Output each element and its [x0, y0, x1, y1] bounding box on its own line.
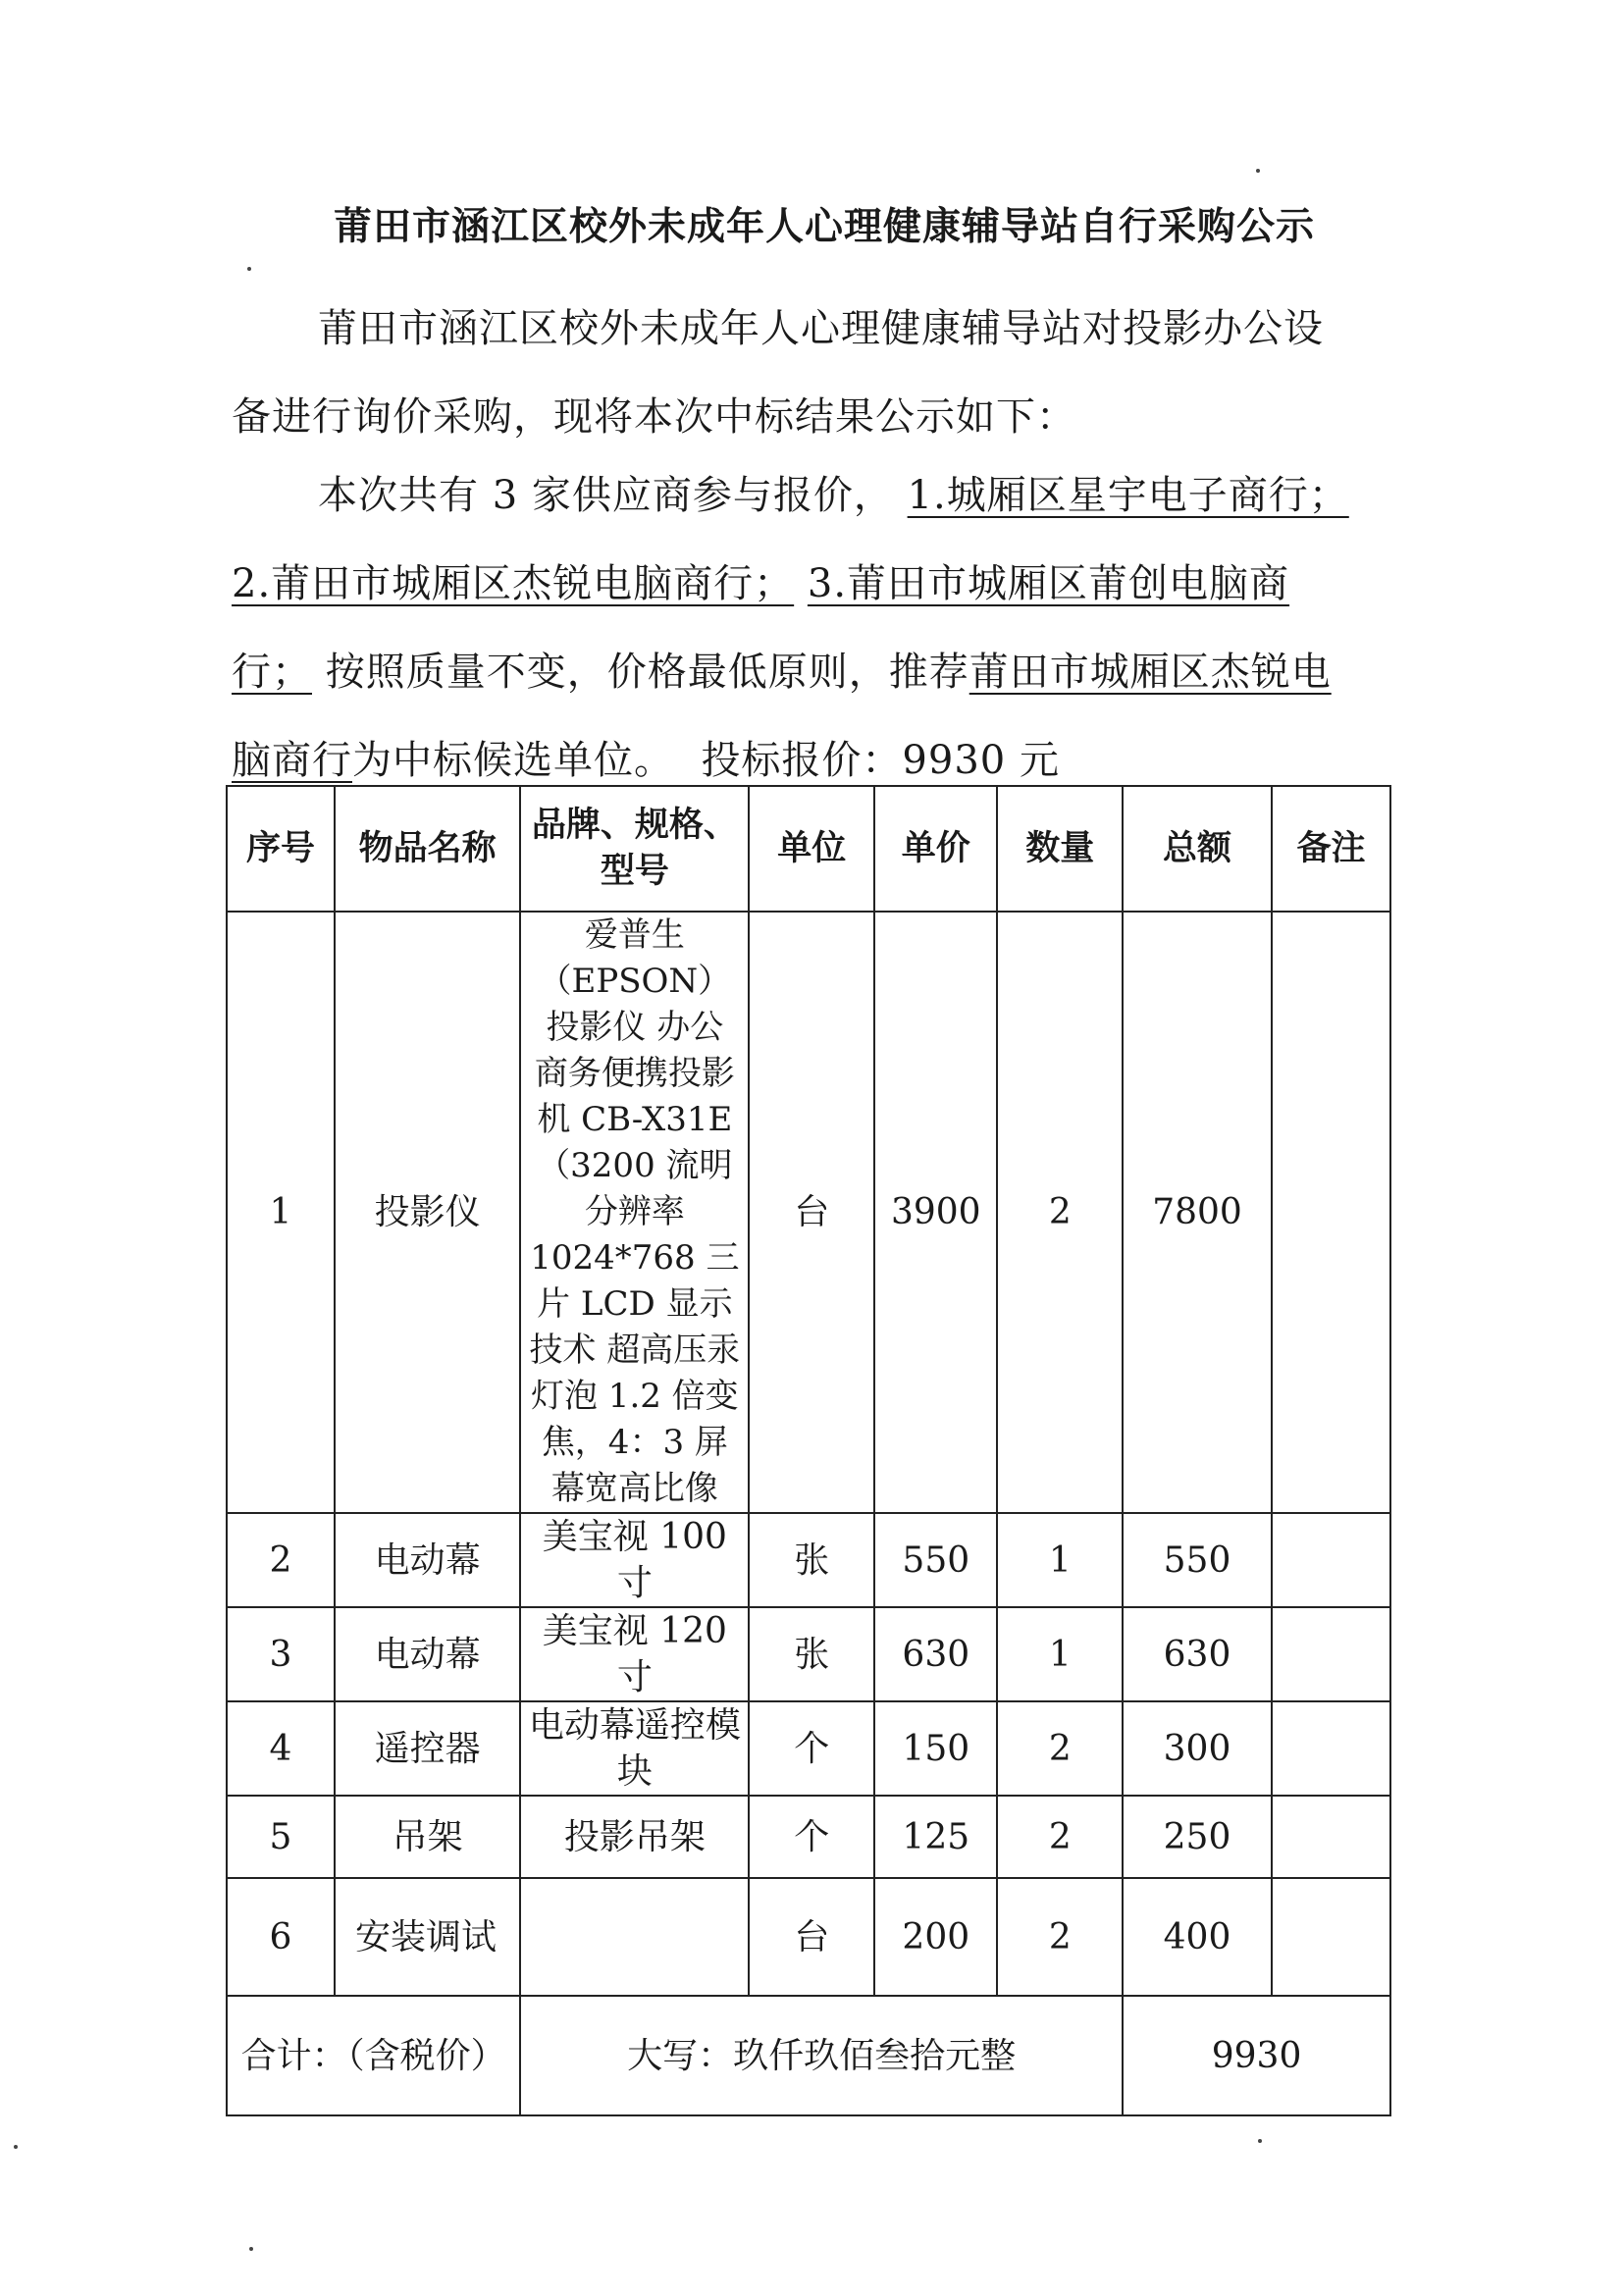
intro-paragraph: 莆田市涵江区校外未成年人心理健康辅导站对投影办公设备进行询价采购，现将本次中标结果公示如下： [232, 306, 1324, 440]
cell-unit: 台 [749, 912, 874, 1513]
cell-total: 7800 [1123, 912, 1272, 1513]
cell-spec: 美宝视 120 寸 [520, 1607, 749, 1701]
cell-no: 6 [227, 1878, 335, 1996]
scan-speck [247, 267, 251, 271]
procurement-table [226, 785, 1391, 2116]
cell-price: 125 [874, 1796, 997, 1878]
cell-total: 630 [1123, 1607, 1272, 1701]
cell-price: 150 [874, 1701, 997, 1796]
bid-price: 投标报价：9930 元 [701, 738, 1060, 783]
document-title: 莆田市涵江区校外未成年人心理健康辅导站自行采购公示 [333, 205, 1315, 249]
cell-spec [520, 1878, 749, 1996]
cell-name: 电动幕 [335, 1513, 520, 1607]
cell-no: 4 [227, 1701, 335, 1796]
cell-price: 550 [874, 1513, 997, 1607]
table-total-row [227, 1996, 1390, 2115]
cell-no: 2 [227, 1513, 335, 1607]
cell-note [1272, 1796, 1390, 1878]
cell-price: 630 [874, 1607, 997, 1701]
scan-speck [249, 2247, 253, 2251]
winning-supplier: 莆田市城厢区杰锐电脑商行 [232, 650, 1332, 783]
cell-spec: 电动幕遥控模块 [520, 1701, 749, 1796]
cell-spec: 投影吊架 [520, 1796, 749, 1878]
supplier-3: 3.莆田市城厢区莆创电脑商行； [232, 561, 1290, 695]
scan-speck [1256, 169, 1260, 173]
cell-name: 遥控器 [335, 1701, 520, 1796]
cell-no: 5 [227, 1796, 335, 1878]
table-row [227, 1796, 1390, 1878]
header-unit: 单位 [749, 786, 874, 912]
table-row [227, 1513, 1390, 1607]
cell-unit: 个 [749, 1701, 874, 1796]
total-amount: 9930 [1123, 1996, 1390, 2115]
cell-price: 200 [874, 1878, 997, 1996]
table-row [227, 1701, 1390, 1796]
table-row [227, 1607, 1390, 1701]
supplier-2: 2.莆田市城厢区杰锐电脑商行； [232, 561, 795, 606]
cell-spec: 爱普生（EPSON）投影仪 办公 商务便携投影机 CB-X31E（3200 流明 分辨率 1024*768 三片 LCD 显示技术 超高压汞灯泡 1.2 倍变焦，4：3 屏幕宽高比像 [520, 912, 749, 1513]
cell-unit: 个 [749, 1796, 874, 1878]
cell-qty: 1 [997, 1513, 1123, 1607]
selection-principle: 按照质量不变，价格最低原则，推荐 [325, 650, 969, 695]
scan-speck [1258, 2139, 1262, 2143]
total-label: 合计：（含税价） [227, 1996, 520, 2115]
cell-qty: 1 [997, 1607, 1123, 1701]
cell-qty: 2 [997, 1701, 1123, 1796]
cell-total: 300 [1123, 1701, 1272, 1796]
header-spec: 品牌、规格、型号 [520, 786, 749, 912]
supplier-1: 1.城厢区星宇电子商行； [907, 473, 1349, 518]
cell-total: 250 [1123, 1796, 1272, 1878]
cell-name: 吊架 [335, 1796, 520, 1878]
winner-suffix: 为中标候选单位。 [352, 738, 674, 783]
cell-unit: 张 [749, 1513, 874, 1607]
header-note: 备注 [1272, 786, 1390, 912]
cell-note [1272, 1701, 1390, 1796]
header-qty: 数量 [997, 786, 1123, 912]
cell-note [1272, 1878, 1390, 1996]
cell-price: 3900 [874, 912, 997, 1513]
cell-name: 安装调试 [335, 1878, 520, 1996]
cell-unit: 台 [749, 1878, 874, 1996]
header-no: 序号 [227, 786, 335, 912]
total-amount-words: 大写：玖仟玖佰叁拾元整 [520, 1996, 1123, 2115]
cell-unit: 张 [749, 1607, 874, 1701]
table-header-row [227, 786, 1390, 912]
cell-qty: 2 [997, 1878, 1123, 1996]
header-name: 物品名称 [335, 786, 520, 912]
cell-qty: 2 [997, 912, 1123, 1513]
cell-spec: 美宝视 100 寸 [520, 1513, 749, 1607]
cell-note [1272, 912, 1390, 1513]
table-row [227, 1878, 1390, 1996]
cell-note [1272, 1607, 1390, 1701]
header-price: 单价 [874, 786, 997, 912]
header-total: 总额 [1123, 786, 1272, 912]
cell-name: 投影仪 [335, 912, 520, 1513]
cell-no: 3 [227, 1607, 335, 1701]
suppliers-lead: 本次共有 3 家供应商参与报价， [318, 473, 894, 518]
cell-total: 550 [1123, 1513, 1272, 1607]
cell-name: 电动幕 [335, 1607, 520, 1701]
suppliers-paragraph [232, 451, 1360, 805]
cell-total: 400 [1123, 1878, 1272, 1996]
scan-speck [14, 2145, 18, 2149]
table-row [227, 912, 1390, 1513]
cell-no: 1 [227, 912, 335, 1513]
cell-qty: 2 [997, 1796, 1123, 1878]
cell-note [1272, 1513, 1390, 1607]
